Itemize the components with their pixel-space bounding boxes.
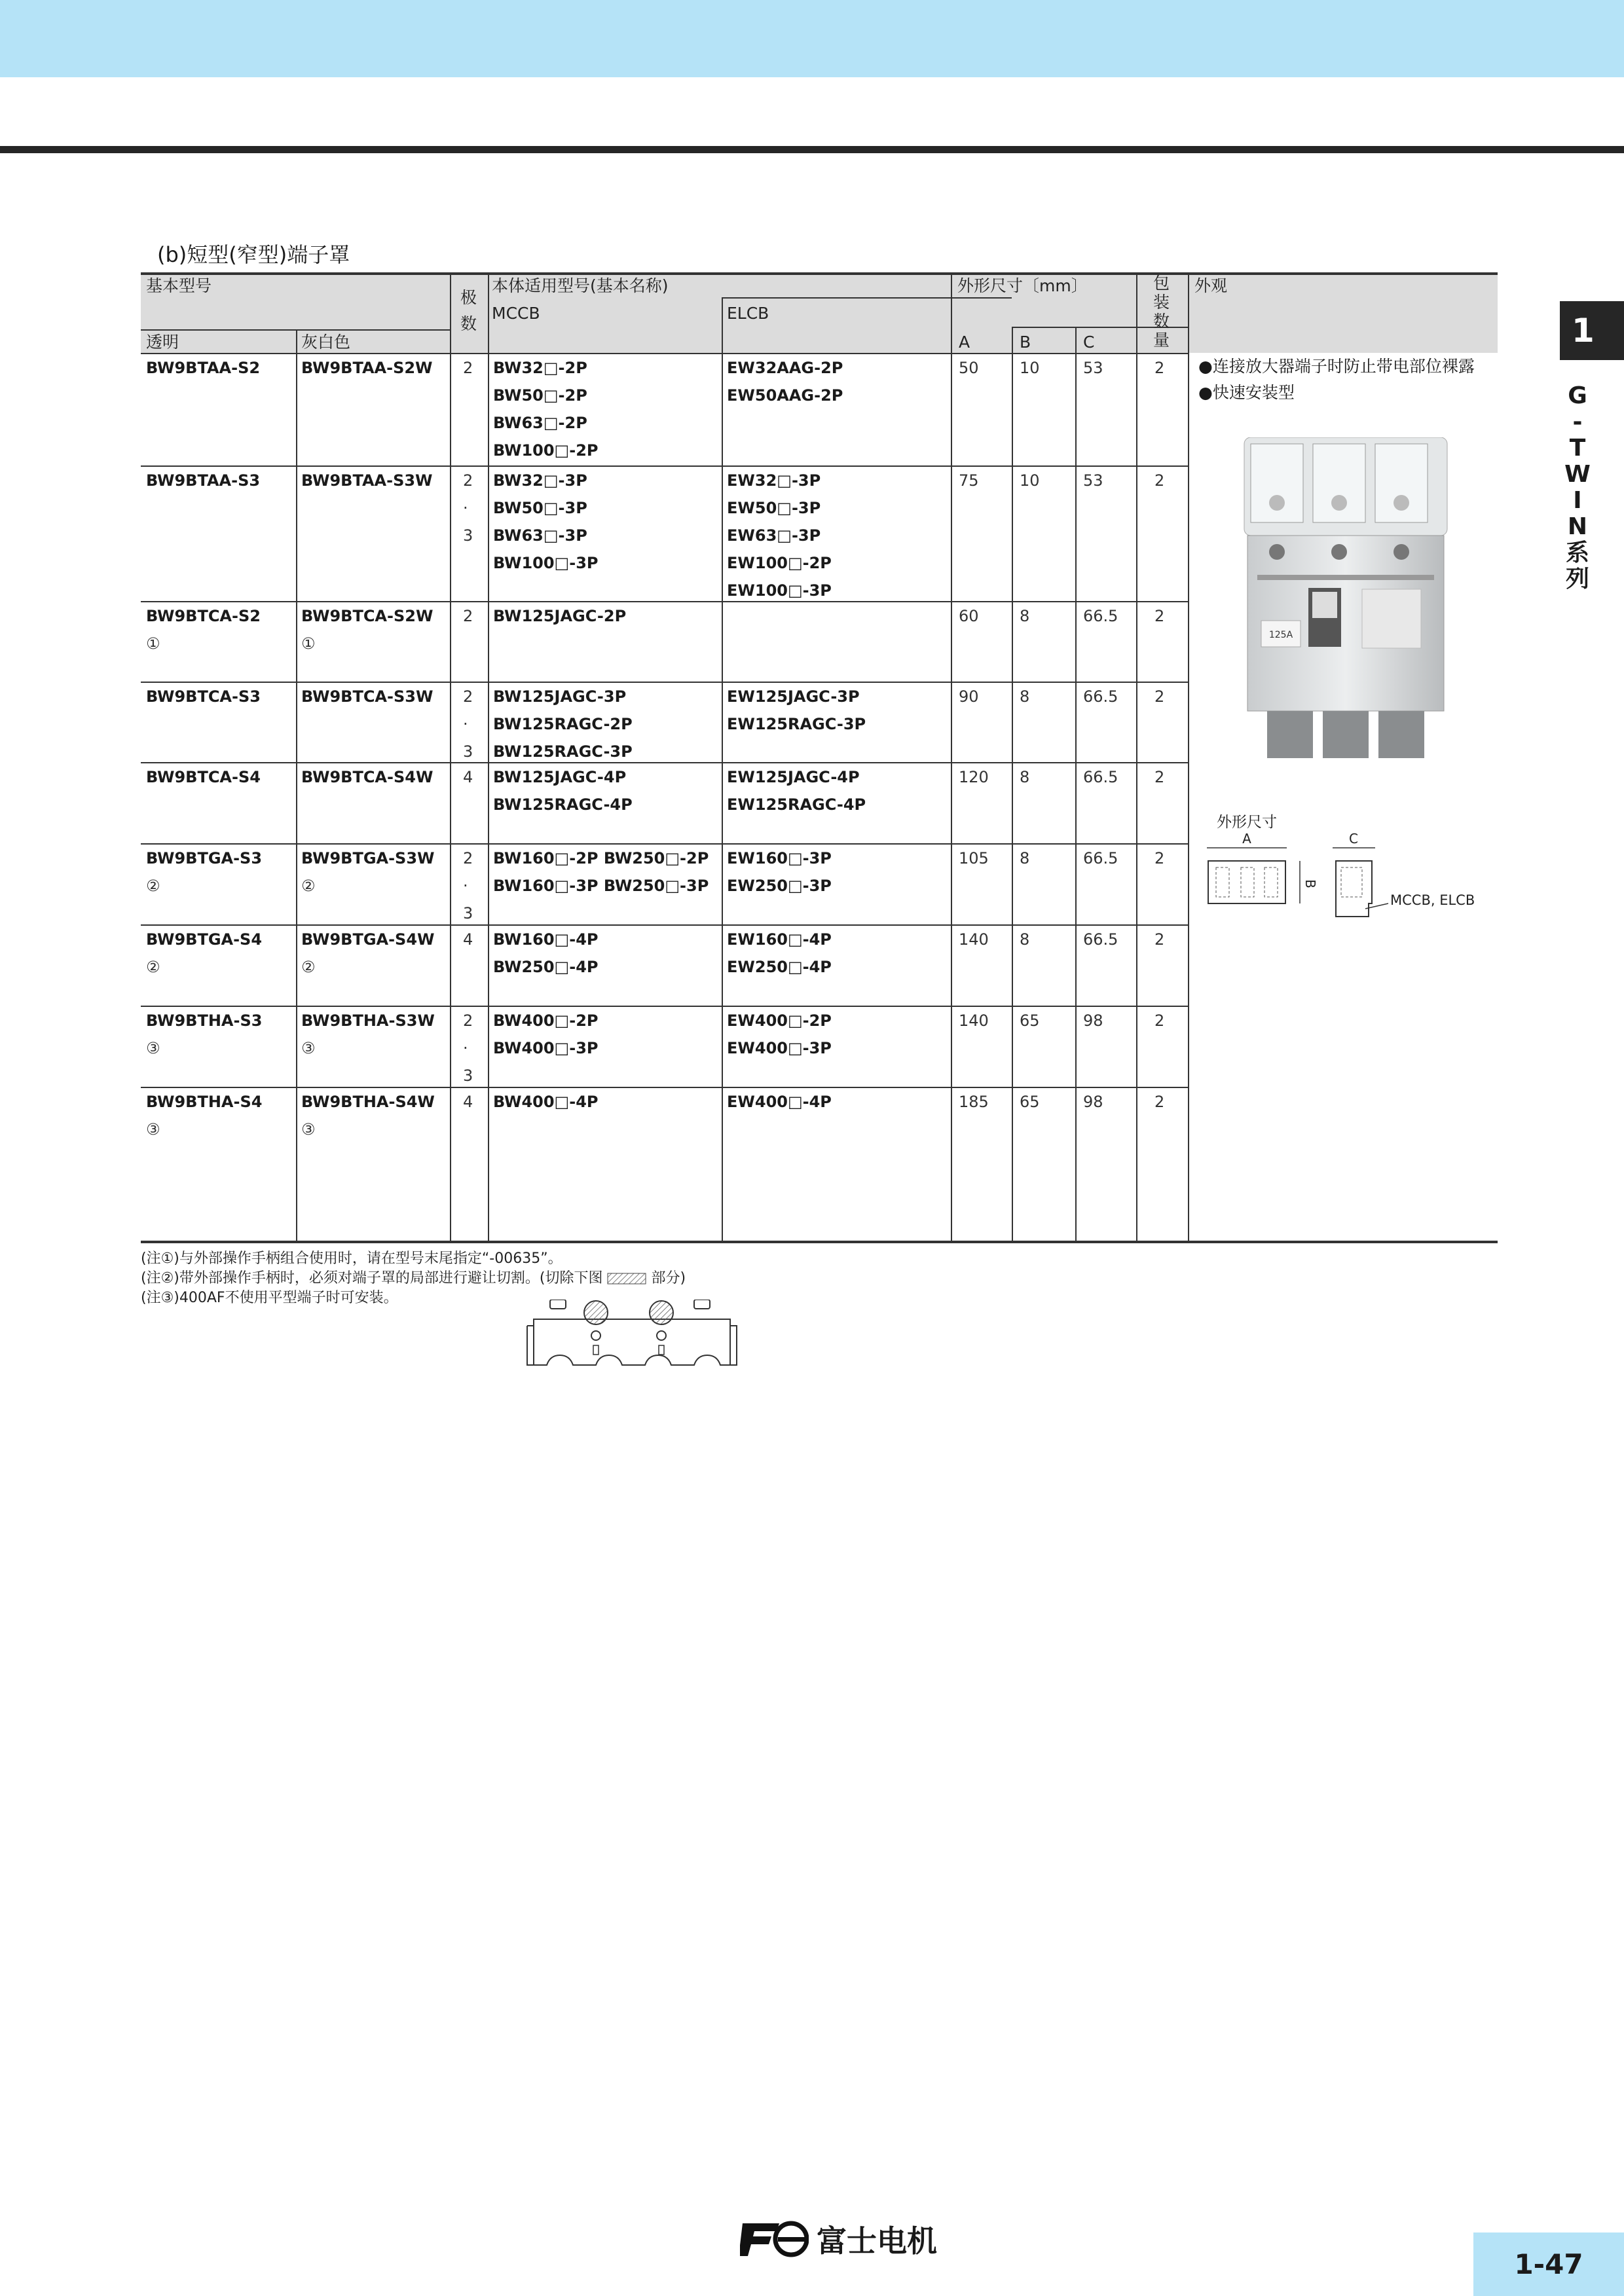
- dim-b: 8: [1020, 687, 1030, 706]
- table-col-rule: [1136, 272, 1137, 1243]
- dim-a-label: A: [1242, 831, 1251, 847]
- dimension-drawing: [1202, 831, 1490, 930]
- model-gray: BW9BTCA-S4W: [301, 768, 434, 786]
- dim-b-label: B: [1302, 879, 1318, 888]
- elcb-model: EW63□-3P: [727, 526, 821, 545]
- poles: 2: [463, 687, 473, 706]
- package-qty: 2: [1154, 359, 1165, 377]
- header-sub-rule: [722, 297, 1012, 299]
- mccb-model: BW50□-3P: [493, 499, 587, 517]
- poles: 4: [463, 768, 473, 786]
- header-mccb: MCCB: [492, 304, 540, 323]
- note-mark: ①: [301, 634, 316, 653]
- note-mark: ②: [301, 958, 316, 976]
- series-char: -: [1572, 409, 1583, 435]
- series-char: 列: [1565, 566, 1589, 592]
- note-mark: ①: [146, 634, 160, 653]
- poles: 2: [463, 359, 473, 377]
- note-mark: ③: [301, 1039, 316, 1057]
- poles: 4: [463, 930, 473, 949]
- hatch-swatch: [607, 1272, 646, 1285]
- elcb-model: EW250□-3P: [727, 877, 832, 895]
- footnote-3: (注③)400AF不使用平型端子时可安装。: [141, 1290, 398, 1306]
- dim-a: 140: [959, 930, 989, 949]
- mccb-model: BW160□-2P BW250□-2P: [493, 849, 709, 867]
- table-col-rule: [450, 272, 451, 1243]
- page-number: 1-47: [1473, 2232, 1624, 2296]
- footnote-1: (注①)与外部操作手柄组合使用时，请在型号末尾指定“-00635”。: [141, 1250, 563, 1267]
- poles: ·: [463, 715, 468, 733]
- model-gray: BW9BTGA-S3W: [301, 849, 435, 867]
- table-col-rule: [1012, 327, 1013, 353]
- row-rule: [141, 682, 1188, 683]
- dim-a: 105: [959, 849, 989, 867]
- dim-b: 10: [1020, 471, 1040, 490]
- elcb-model: EW160□-4P: [727, 930, 832, 949]
- mccb-model: BW250□-4P: [493, 958, 599, 976]
- model-transparent: BW9BTCA-S3: [146, 687, 261, 706]
- dim-a: 120: [959, 768, 989, 786]
- elcb-model: EW400□-2P: [727, 1011, 832, 1030]
- elcb-model: EW400□-3P: [727, 1039, 832, 1057]
- dim-a: 90: [959, 687, 979, 706]
- model-gray: BW9BTGA-S4W: [301, 930, 435, 949]
- model-gray: BW9BTHA-S3W: [301, 1011, 435, 1030]
- footnote-2: (注②)带外部操作手柄时，必须对端子罩的局部进行避让切割。(切除下图 部分): [141, 1270, 686, 1286]
- elcb-model: EW400□-4P: [727, 1093, 832, 1111]
- table-top-rule: [141, 272, 1498, 275]
- dim-b: 8: [1020, 768, 1030, 786]
- header-dim-b: B: [1020, 333, 1031, 352]
- mccb-model: BW50□-2P: [493, 386, 587, 405]
- model-transparent: BW9BTCA-S2: [146, 607, 261, 625]
- header-applicable: 本体适用型号(基本名称): [492, 276, 669, 295]
- poles: ·: [463, 1039, 468, 1057]
- dim-c-label: C: [1349, 831, 1358, 847]
- poles: 2: [463, 1011, 473, 1030]
- model-gray: BW9BTAA-S2W: [301, 359, 433, 377]
- header-poles: 数: [460, 314, 477, 333]
- mccb-model: BW100□-2P: [493, 441, 599, 460]
- footer-logo: [740, 2219, 937, 2259]
- model-gray: BW9BTCA-S2W: [301, 607, 434, 625]
- elcb-model: EW50AAG-2P: [727, 386, 843, 405]
- row-rule: [141, 601, 1188, 602]
- package-qty: 2: [1154, 768, 1165, 786]
- mccb-model: BW100□-3P: [493, 554, 599, 572]
- model-transparent: BW9BTHA-S3: [146, 1011, 263, 1030]
- appearance-bullet: ●连接放大器端子时防止带电部位裸露: [1198, 357, 1475, 376]
- header-poles: 极: [460, 288, 477, 307]
- header-package-qty: 装: [1153, 293, 1170, 312]
- mccb-model: BW125RAGC-3P: [493, 742, 633, 761]
- series-char: I: [1573, 487, 1582, 514]
- dimensions-title: 外形尺寸: [1217, 814, 1277, 831]
- dim-a: 140: [959, 1011, 989, 1030]
- elcb-model: EW50□-3P: [727, 499, 821, 517]
- dim-b: 8: [1020, 849, 1030, 867]
- top-rule: [0, 146, 1624, 153]
- dim-c: 98: [1083, 1093, 1103, 1111]
- table-col-rule: [1075, 327, 1077, 1243]
- mccb-model: BW32□-2P: [493, 359, 587, 377]
- top-band: [0, 0, 1624, 77]
- cut-diagram: [524, 1300, 740, 1372]
- chapter-tab[interactable]: [1560, 301, 1624, 360]
- dim-b: 65: [1020, 1093, 1040, 1111]
- poles: 3: [463, 742, 473, 761]
- series-label: [1563, 383, 1592, 592]
- fuji-logo-icon: [740, 2221, 809, 2257]
- mccb-model: BW63□-2P: [493, 414, 587, 432]
- package-qty: 2: [1154, 1011, 1165, 1030]
- series-char: 系: [1565, 539, 1589, 566]
- appearance-bullet: ●快速安装型: [1198, 383, 1295, 402]
- header-dim-c: C: [1083, 333, 1095, 352]
- package-qty: 2: [1154, 1093, 1165, 1111]
- header-appearance: 外观: [1194, 276, 1228, 295]
- series-char: W: [1564, 461, 1591, 488]
- model-transparent: BW9BTAA-S3: [146, 471, 261, 490]
- dim-a: 50: [959, 359, 979, 377]
- breaker-rating: 125A: [1268, 630, 1293, 640]
- poles: 3: [463, 526, 473, 545]
- note-mark: ②: [301, 877, 316, 895]
- mccb-model: BW32□-3P: [493, 471, 587, 490]
- mccb-model: BW400□-2P: [493, 1011, 599, 1030]
- elcb-model: EW160□-3P: [727, 849, 832, 867]
- dim-a: 60: [959, 607, 979, 625]
- poles: ·: [463, 877, 468, 895]
- dim-c: 66.5: [1083, 607, 1118, 625]
- section-title: (b)短型(窄型)端子罩: [157, 242, 350, 267]
- model-transparent: BW9BTGA-S3: [146, 849, 263, 867]
- table-col-rule: [722, 297, 723, 1243]
- header-transparent: 透明: [146, 333, 179, 352]
- model-transparent: BW9BTHA-S4: [146, 1093, 263, 1111]
- package-qty: 2: [1154, 607, 1165, 625]
- series-char: N: [1567, 513, 1588, 540]
- header-dim-a: A: [959, 333, 970, 352]
- model-gray: BW9BTHA-S4W: [301, 1093, 435, 1111]
- header-basic-model: 基本型号: [146, 276, 212, 295]
- dim-c: 53: [1083, 471, 1103, 490]
- dim-a: 75: [959, 471, 979, 490]
- mccb-model: BW125JAGC-3P: [493, 687, 627, 706]
- poles: 2: [463, 607, 473, 625]
- series-char: G: [1568, 382, 1587, 409]
- header-dimensions: 外形尺寸〔mm〕: [957, 276, 1088, 295]
- model-transparent: BW9BTAA-S2: [146, 359, 261, 377]
- note-mark: ②: [146, 958, 160, 976]
- elcb-model: EW32AAG-2P: [727, 359, 843, 377]
- table-col-rule: [1012, 327, 1013, 1243]
- model-gray: BW9BTAA-S3W: [301, 471, 433, 490]
- header-elcb: ELCB: [727, 304, 769, 323]
- dim-c: 66.5: [1083, 687, 1118, 706]
- mccb-model: BW125RAGC-4P: [493, 795, 633, 814]
- note-mark: ③: [146, 1039, 160, 1057]
- note-mark: ③: [146, 1120, 160, 1139]
- package-qty: 2: [1154, 687, 1165, 706]
- poles: ·: [463, 499, 468, 517]
- mccb-model: BW125JAGC-4P: [493, 768, 627, 786]
- mccb-model: BW125RAGC-2P: [493, 715, 633, 733]
- dim-b: 8: [1020, 607, 1030, 625]
- mccb-model: BW125JAGC-2P: [493, 607, 627, 625]
- dim-c: 98: [1083, 1011, 1103, 1030]
- dim-b: 65: [1020, 1011, 1040, 1030]
- note-mark: ②: [146, 877, 160, 895]
- elcb-model: EW125JAGC-4P: [727, 768, 860, 786]
- table-col-rule: [951, 272, 952, 1243]
- poles: 3: [463, 904, 473, 922]
- package-qty: 2: [1154, 849, 1165, 867]
- brand-name: 富士电机: [817, 2223, 937, 2259]
- row-rule: [141, 762, 1188, 763]
- series-char: T: [1569, 435, 1586, 462]
- model-transparent: BW9BTGA-S4: [146, 930, 263, 949]
- elcb-model: EW100□-3P: [727, 581, 832, 600]
- mccb-model: BW160□-4P: [493, 930, 599, 949]
- package-qty: 2: [1154, 471, 1165, 490]
- header-sub-rule: [141, 329, 450, 331]
- dim-caption: MCCB, ELCB: [1390, 892, 1475, 908]
- model-transparent: BW9BTCA-S4: [146, 768, 261, 786]
- poles: 3: [463, 1066, 473, 1085]
- header-package-qty: 数: [1153, 312, 1170, 331]
- mccb-model: BW160□-3P BW250□-3P: [493, 877, 709, 895]
- dim-b: 10: [1020, 359, 1040, 377]
- note-mark: ③: [301, 1120, 316, 1139]
- poles: 2: [463, 849, 473, 867]
- table-col-rule: [488, 272, 489, 1243]
- dim-c: 66.5: [1083, 768, 1118, 786]
- appearance-notes: [1198, 354, 1475, 406]
- header-gray-white: 灰白色: [301, 333, 351, 352]
- elcb-model: EW125RAGC-4P: [727, 795, 866, 814]
- elcb-model: EW125JAGC-3P: [727, 687, 860, 706]
- table-col-rule: [1188, 272, 1189, 1243]
- breaker-photo: [1238, 437, 1454, 763]
- row-rule: [141, 924, 1188, 926]
- dim-c: 53: [1083, 359, 1103, 377]
- chapter-number: 1: [1572, 312, 1595, 350]
- poles: 4: [463, 1093, 473, 1111]
- header-package-qty: 包: [1153, 274, 1170, 293]
- mccb-model: BW63□-3P: [493, 526, 587, 545]
- dim-a: 185: [959, 1093, 989, 1111]
- dim-c: 66.5: [1083, 930, 1118, 949]
- elcb-model: EW100□-2P: [727, 554, 832, 572]
- mccb-model: BW400□-4P: [493, 1093, 599, 1111]
- header-package-qty: 量: [1153, 331, 1170, 350]
- dim-b: 8: [1020, 930, 1030, 949]
- table-bottom-rule: [141, 1241, 1498, 1243]
- elcb-model: EW32□-3P: [727, 471, 821, 490]
- poles: 2: [463, 471, 473, 490]
- package-qty: 2: [1154, 930, 1165, 949]
- mccb-model: BW400□-3P: [493, 1039, 599, 1057]
- elcb-model: EW125RAGC-3P: [727, 715, 866, 733]
- model-gray: BW9BTCA-S3W: [301, 687, 434, 706]
- elcb-model: EW250□-4P: [727, 958, 832, 976]
- dim-c: 66.5: [1083, 849, 1118, 867]
